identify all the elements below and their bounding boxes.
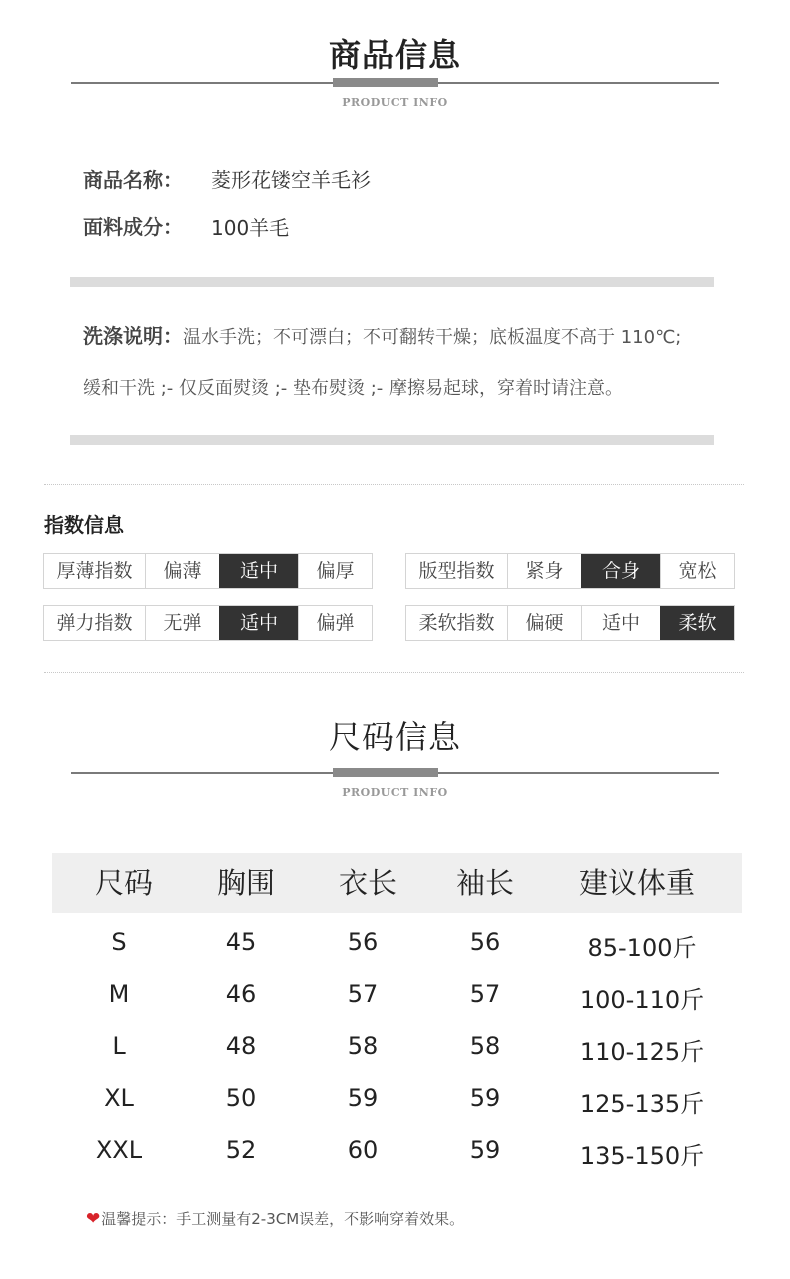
size-header-cell: 胸围 xyxy=(216,866,275,900)
material-label: 面料成分： xyxy=(83,215,183,239)
size-cell: L xyxy=(112,1032,126,1060)
index-option: 适中 xyxy=(581,606,660,640)
separator-bar xyxy=(70,277,714,287)
size-cell: 56 xyxy=(347,928,379,956)
size-cell: 100-110斤 xyxy=(579,986,705,1014)
size-cell: 59 xyxy=(469,1136,501,1164)
dotted-divider xyxy=(44,484,744,485)
size-cell: 56 xyxy=(469,928,501,956)
product-info-divider-accent xyxy=(333,78,438,87)
index-option-selected: 柔软 xyxy=(660,606,734,640)
index-option: 偏厚 xyxy=(298,554,372,588)
wash-instructions-line1 xyxy=(83,320,681,349)
index-label: 柔软指数 xyxy=(418,612,495,634)
index-info-title: 指数信息 xyxy=(44,513,124,537)
material-value: 100羊毛 xyxy=(211,216,290,240)
tip-text: 温馨提示：手工测量有2-3CM误差，不影响穿着效果。 xyxy=(101,1210,465,1228)
index-option: 偏硬 xyxy=(507,606,581,640)
product-name-label: 商品名称： xyxy=(83,168,183,192)
product-name-value: 菱形花镂空羊毛衫 xyxy=(211,168,371,192)
product-info-subtitle: PRODUCT INFO xyxy=(342,96,448,109)
size-cell: 52 xyxy=(225,1136,257,1164)
index-group-thickness xyxy=(43,553,373,589)
size-info-divider-accent xyxy=(333,768,438,777)
index-option-selected: 合身 xyxy=(581,554,660,588)
size-cell: 50 xyxy=(225,1084,257,1112)
size-cell: 60 xyxy=(347,1136,379,1164)
index-group-fit xyxy=(405,553,735,589)
size-cell: 59 xyxy=(347,1084,379,1112)
index-label: 弹力指数 xyxy=(56,612,133,634)
size-cell: S xyxy=(111,928,127,956)
size-header-cell: 尺码 xyxy=(94,866,153,900)
index-label: 版型指数 xyxy=(418,560,495,582)
wash-text-line2: 缓和干洗 ;- 仅反面熨烫 ;- 垫布熨烫 ;- 摩擦易起球，穿着时请注意。 xyxy=(83,378,624,399)
size-cell: M xyxy=(108,980,130,1008)
wash-text-line1: 温水手洗；不可漂白；不可翻转干燥；底板温度不高于 110℃; xyxy=(183,327,682,348)
size-cell: 125-135斤 xyxy=(579,1090,705,1118)
index-group-softness xyxy=(405,605,735,641)
size-cell: 59 xyxy=(469,1084,501,1112)
size-cell: 57 xyxy=(469,980,501,1008)
size-info-subtitle: PRODUCT INFO xyxy=(342,786,448,799)
size-cell: 58 xyxy=(347,1032,379,1060)
size-cell: 110-125斤 xyxy=(579,1038,705,1066)
index-option-selected: 适中 xyxy=(219,554,298,588)
separator-bar xyxy=(70,435,714,445)
index-option: 无弹 xyxy=(145,606,219,640)
size-cell: XL xyxy=(104,1084,134,1112)
index-option: 宽松 xyxy=(660,554,734,588)
index-option-selected: 适中 xyxy=(219,606,298,640)
index-group-elasticity xyxy=(43,605,373,641)
size-cell: 135-150斤 xyxy=(579,1142,705,1170)
size-cell: 46 xyxy=(225,980,257,1008)
heart-icon: ❤ xyxy=(86,1208,101,1229)
measurement-tip xyxy=(86,1208,464,1229)
size-cell: 45 xyxy=(225,928,257,956)
index-option: 紧身 xyxy=(507,554,581,588)
size-header-cell: 衣长 xyxy=(338,866,397,900)
index-option: 偏弹 xyxy=(298,606,372,640)
size-cell: 48 xyxy=(225,1032,257,1060)
size-cell: 85-100斤 xyxy=(587,934,697,962)
size-cell: 57 xyxy=(347,980,379,1008)
wash-label: 洗涤说明： xyxy=(83,324,183,348)
size-info-title: 尺码信息 xyxy=(328,718,461,756)
index-option: 偏薄 xyxy=(145,554,219,588)
product-info-title: 商品信息 xyxy=(328,36,461,74)
size-header-cell: 袖长 xyxy=(455,866,514,900)
size-header-cell: 建议体重 xyxy=(578,866,695,900)
dotted-divider xyxy=(44,672,744,673)
size-cell: XXL xyxy=(95,1136,143,1164)
size-cell: 58 xyxy=(469,1032,501,1060)
index-label: 厚薄指数 xyxy=(56,560,133,582)
